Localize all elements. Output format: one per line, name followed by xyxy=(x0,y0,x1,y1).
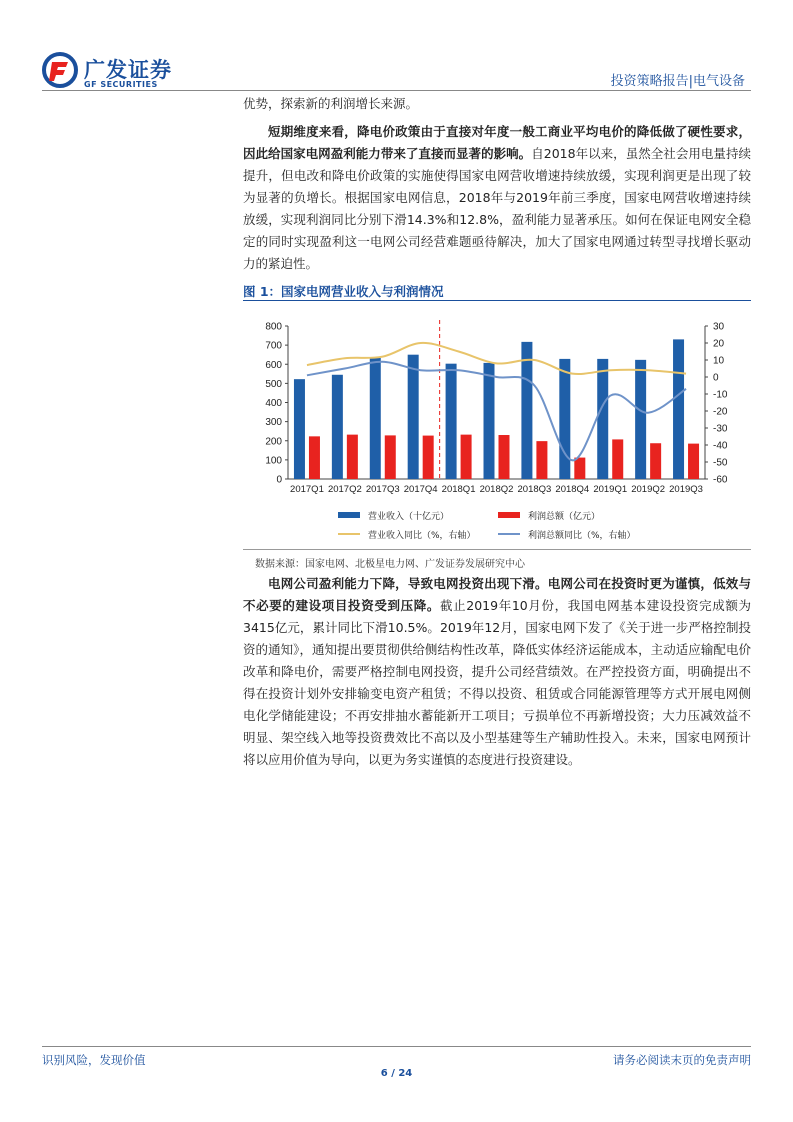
x-tick-label: 2019Q3 xyxy=(669,484,703,495)
legend-revenue-label: 营业收入（十亿元） xyxy=(368,512,450,522)
gf-logo-icon xyxy=(42,52,78,88)
paragraph-2-lead: 电网公司盈利能力下降，导致电网投资出现下滑。电网公司在投资时更为谨慎，低效与不必要的建设项目投资受到压降。 xyxy=(243,576,751,613)
revenue-bar xyxy=(673,339,684,479)
x-tick-label: 2017Q4 xyxy=(403,484,438,495)
paragraph-2-body: 截止2019年10月份，我国电网基本建设投资完成额为3415亿元，累计同比下滑10.5%。2019年12月，国家电网下发了《关于进一步严格控制投资的通知》，通知提出要贯彻供给侧结构性改革，降低实体经济运能成本，主动适应输配电价改革和降电价，需要严格控制电网投资，提升公司经营绩效。在严控投资方面，明确提出不得在投资计划外安排输变电资产租赁；不得以投资、租赁或合同能源管理等方式开展电网侧电化学储能建设；不再安排抽水蓄能新开工项目；亏损单位不再新增投资；大力压减效益不明显、架空线入地等投资费效比不高以及小型基建等生产辅助性投入。未来，国家电网预计将以应用价值为导向，以更为务实谨慎的态度进行投资建设。 xyxy=(243,598,751,767)
revenue-bar xyxy=(484,363,495,479)
profit-bar xyxy=(499,435,510,479)
revenue-bar xyxy=(597,359,608,479)
right-tick-label: 20 xyxy=(713,338,725,350)
revenue-profit-chart xyxy=(243,312,751,548)
footer-divider xyxy=(42,1046,751,1047)
profit-bar xyxy=(309,436,320,479)
profit-bar xyxy=(688,444,699,479)
left-tick-label: 500 xyxy=(265,378,282,390)
right-tick-label: -60 xyxy=(713,474,728,486)
profit-bar xyxy=(461,435,472,479)
logo-chinese-name: 广发证券 xyxy=(84,58,172,82)
profit-bar xyxy=(574,458,585,479)
revenue-bar xyxy=(446,364,457,479)
x-tick-label: 2018Q1 xyxy=(441,484,476,495)
left-tick-label: 0 xyxy=(276,474,282,486)
x-tick-label: 2017Q2 xyxy=(327,484,362,495)
revenue-bar xyxy=(635,360,646,479)
legend-profit-swatch xyxy=(498,512,520,518)
profit-yoy-line xyxy=(307,362,686,461)
paragraph-1-body: 自2018年以来，虽然全社会用电量持续提升，但电改和降电价政策的实施使得国家电网营收增速持续放缓，实现利润更是出现了较为显著的负增长。根据国家电网信息，2018年与2019年前三季度，国家电网营收增速持续放缓，实现利润同比分别下滑14.3%和12.8%，盈利能力显著承压。如何在保证电网安全稳定的同时实现盈利这一电网公司经营难题亟待解决，加大了国家电网通过转型寻找增长驱动力的紧迫性。 xyxy=(243,146,751,271)
revenue-bar xyxy=(332,375,343,479)
footer-disclaimer-link[interactable]: 请务必阅读末页的免责声明 xyxy=(613,1053,751,1067)
x-tick-label: 2017Q1 xyxy=(290,484,324,495)
profit-bar xyxy=(650,443,661,479)
left-tick-label: 100 xyxy=(265,455,282,467)
x-tick-label: 2019Q2 xyxy=(631,484,666,495)
legend-profit-label: 利润总额（亿元） xyxy=(528,512,601,522)
paragraph-1-lead: 短期维度来看，降电价政策由于直接对年度一般工商业平均电价的降低做了硬性要求，因此给国家电网盈利能力带来了直接而显著的影响。 xyxy=(243,124,751,161)
x-tick-label: 2018Q4 xyxy=(555,484,590,495)
figure-bottom-line xyxy=(243,549,751,550)
left-tick-label: 800 xyxy=(265,321,282,333)
right-tick-label: -30 xyxy=(713,423,728,435)
profit-bar xyxy=(385,435,396,479)
profit-bar xyxy=(612,439,623,479)
x-tick-label: 2018Q2 xyxy=(479,484,514,495)
legend-profit-yoy-label: 利润总额同比（%，右轴） xyxy=(528,531,636,541)
paragraph-1 xyxy=(243,121,751,275)
paragraph-continuation: 优势，探索新的利润增长来源。 xyxy=(243,96,419,111)
right-tick-label: -50 xyxy=(713,457,728,469)
right-tick-label: -10 xyxy=(713,389,728,401)
footer-slogan: 识别风险，发现价值 xyxy=(42,1053,146,1067)
revenue-bar xyxy=(294,379,305,479)
x-tick-label: 2018Q3 xyxy=(517,484,552,495)
right-tick-label: 0 xyxy=(713,372,719,384)
right-tick-label: 10 xyxy=(713,355,725,367)
logo-english-name: GF SECURITIES xyxy=(84,80,158,89)
revenue-bar xyxy=(559,359,570,479)
revenue-bar xyxy=(521,342,532,479)
figure-title-underline xyxy=(243,300,751,301)
revenue-yoy-line xyxy=(307,343,686,374)
left-tick-label: 600 xyxy=(265,359,282,371)
left-tick-label: 300 xyxy=(265,417,282,429)
left-tick-label: 400 xyxy=(265,398,282,409)
legend-revenue-yoy-label: 营业收入同比（%，右轴） xyxy=(368,531,476,541)
page-number: 6 / 24 xyxy=(380,1068,413,1079)
right-tick-label: 30 xyxy=(713,321,725,333)
profit-bar xyxy=(423,436,434,479)
revenue-bar xyxy=(370,358,381,479)
left-tick-label: 700 xyxy=(265,340,282,352)
revenue-bar xyxy=(408,355,419,479)
figure-title: 图 1：国家电网营业收入与利润情况 xyxy=(243,284,444,299)
profit-bar xyxy=(536,441,547,479)
x-tick-label: 2017Q3 xyxy=(365,484,400,495)
figure-source: 数据来源：国家电网、北极星电力网、广发证券发展研究中心 xyxy=(255,559,525,570)
right-tick-label: -20 xyxy=(713,406,728,418)
report-type: 投资策略报告|电气设备 xyxy=(610,74,745,89)
right-tick-label: -40 xyxy=(713,440,728,452)
x-tick-label: 2019Q1 xyxy=(593,484,628,495)
paragraph-2 xyxy=(243,573,751,771)
left-tick-label: 200 xyxy=(265,436,282,448)
legend-revenue-swatch xyxy=(338,512,360,518)
header-divider xyxy=(42,90,751,91)
profit-bar xyxy=(347,435,358,479)
